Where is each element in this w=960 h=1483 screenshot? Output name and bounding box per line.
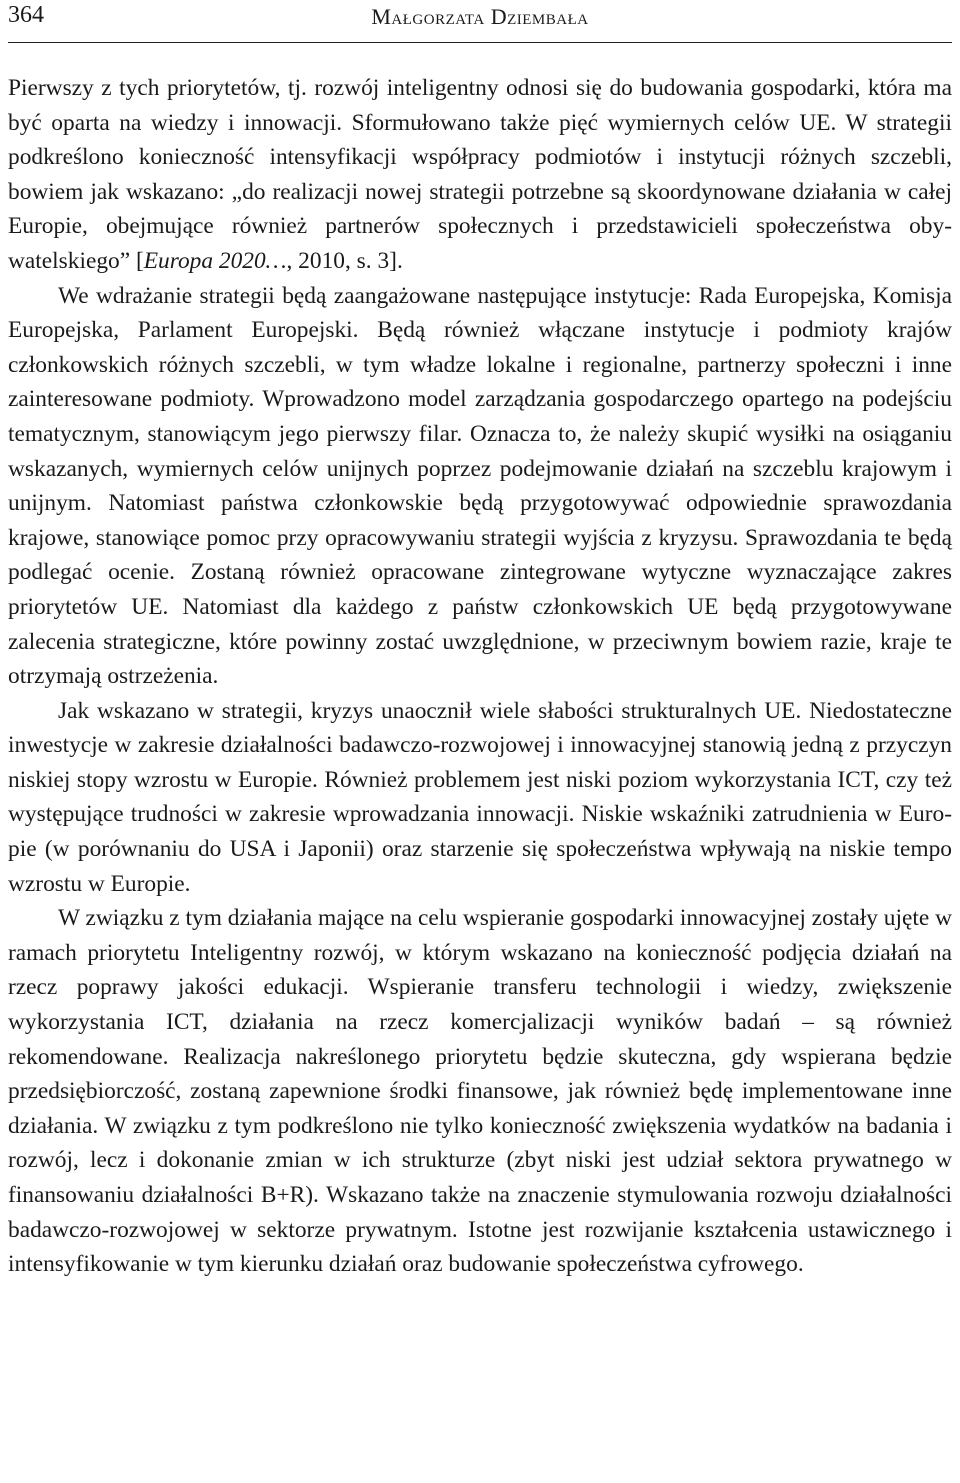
paragraph-text: Pierwszy z tych priorytetów, tj. rozwój inteligentny odnosi się do budowania gospodarki, która ma być oparta na wiedzy i innowacji. Sformułowano także pięć wymiernych celów UE. W strategii podkreślono konieczność intensyfikacji współpracy podmiotów i instytucji różnych szczebli, bowiem jak wskazano: „do realizacji nowej strategii potrzebne są skoordynowane działania w całej Europie, obejmujące również partnerów społecznych i przedstawicieli społeczeństwa obywatelskiego” [ — [8, 75, 952, 274]
page-number: 364 — [8, 2, 44, 28]
running-header — [8, 0, 952, 43]
paragraph-text: , 2010, s. 3]. — [286, 247, 403, 274]
paragraph-text: W związku z tym działania mające na celu wspieranie gospodarki innowacyjnej zostały ujęte w ramach priorytetu Inteligentny rozwój, w którym wskazano na konieczność podjęcia działań na rzecz poprawy jakości edukacji. Wspieranie transferu technologii i wiedzy, zwiększenie wykorzystania ICT, działania na rzecz komercjalizacji wyników badań – są również rekomendowane. Realizacja nakreślonego priorytetu będzie skuteczna, gdy wspierana będzie przedsiębiorczość, zostaną zapewnione środki finansowe, jak również będę implementowane inne działania. W związku z tym podkreślono nie tylko konieczność zwiększenia wydatków na badania i rozwój, lecz i dokonanie zmian w ich strukturze (zbyt niski jest udział sektora prywatnego w finansowaniu działalności B+R). Wskazano także na znaczenie stymulowania rozwoju działalności badawczo-rozwojowej w sektorze prywatnym. Istotne jest rozwijanie kształcenia ustawicznego i intensyfikowanie w tym kierunku działań oraz budowanie społeczeństwa cyfrowego. — [8, 905, 952, 1278]
paragraph-3 — [8, 694, 952, 902]
running-head-author: Małgorzata Dziembała — [371, 4, 589, 29]
paragraph-text: We wdrażanie strategii będą zaangażowane następujące instytucje: Rada Europejska, Komisja Europejska, Parlament Europejski. Będą również włączane instytucje i podmioty krajów członkowskich różnych szczebli, w tym władze lokalne i regionalne, partnerzy społeczni i inne zainteresowane podmioty. Wprowadzono model zarządzania gospodarczego opartego na podejściu tematycznym, stanowiącym jego pierwszy filar. Oznacza to, że należy skupić wysiłki na osiąganiu wskazanych, wymiernych celów unijnych poprzez podejmowanie działań na szczeblu krajowym i unijnym. Natomiast państwa członkowskie będą przygotowywać odpowiednie sprawozdania krajowe, stanowiące pomoc przy opracowywaniu strategii wyjścia z kryzysu. Sprawozdania te będą podlegać ocenie. Zostaną również opracowane zintegrowane wytyczne wyznaczające zakres priorytetów UE. Natomiast dla każdego z państw członkowskich UE będą przygotowywane zalecenia strategiczne, które powinny zostać uwzględnione, w przeciwnym bowiem razie, kraje te otrzymają ostrzeżenia. — [8, 282, 952, 690]
citation-title: Europa 2020… — [143, 247, 287, 274]
paragraph-text: Jak wskazano w strategii, kryzys unaocznił wiele słabości strukturalnych UE. Niedostateczne inwestycje w zakresie działalności badawczo-rozwojowej i innowacyjnej stanowią jedną z przyczyn niskiej stopy wzrostu w Europie. Również problemem jest niski poziom wykorzystania ICT, czy też występujące trudności w zakresie wprowadzania innowacji. Niskie wskaźniki zatrudnienia w Europie (w porównaniu do USA i Japonii) oraz starzenie się społeczeństwa wpływają na niskie tempo wzrostu w Europie. — [8, 697, 952, 897]
paragraph-2 — [8, 279, 952, 694]
paragraph-1 — [8, 71, 952, 279]
body-text — [8, 71, 952, 1282]
paragraph-4 — [8, 901, 952, 1282]
